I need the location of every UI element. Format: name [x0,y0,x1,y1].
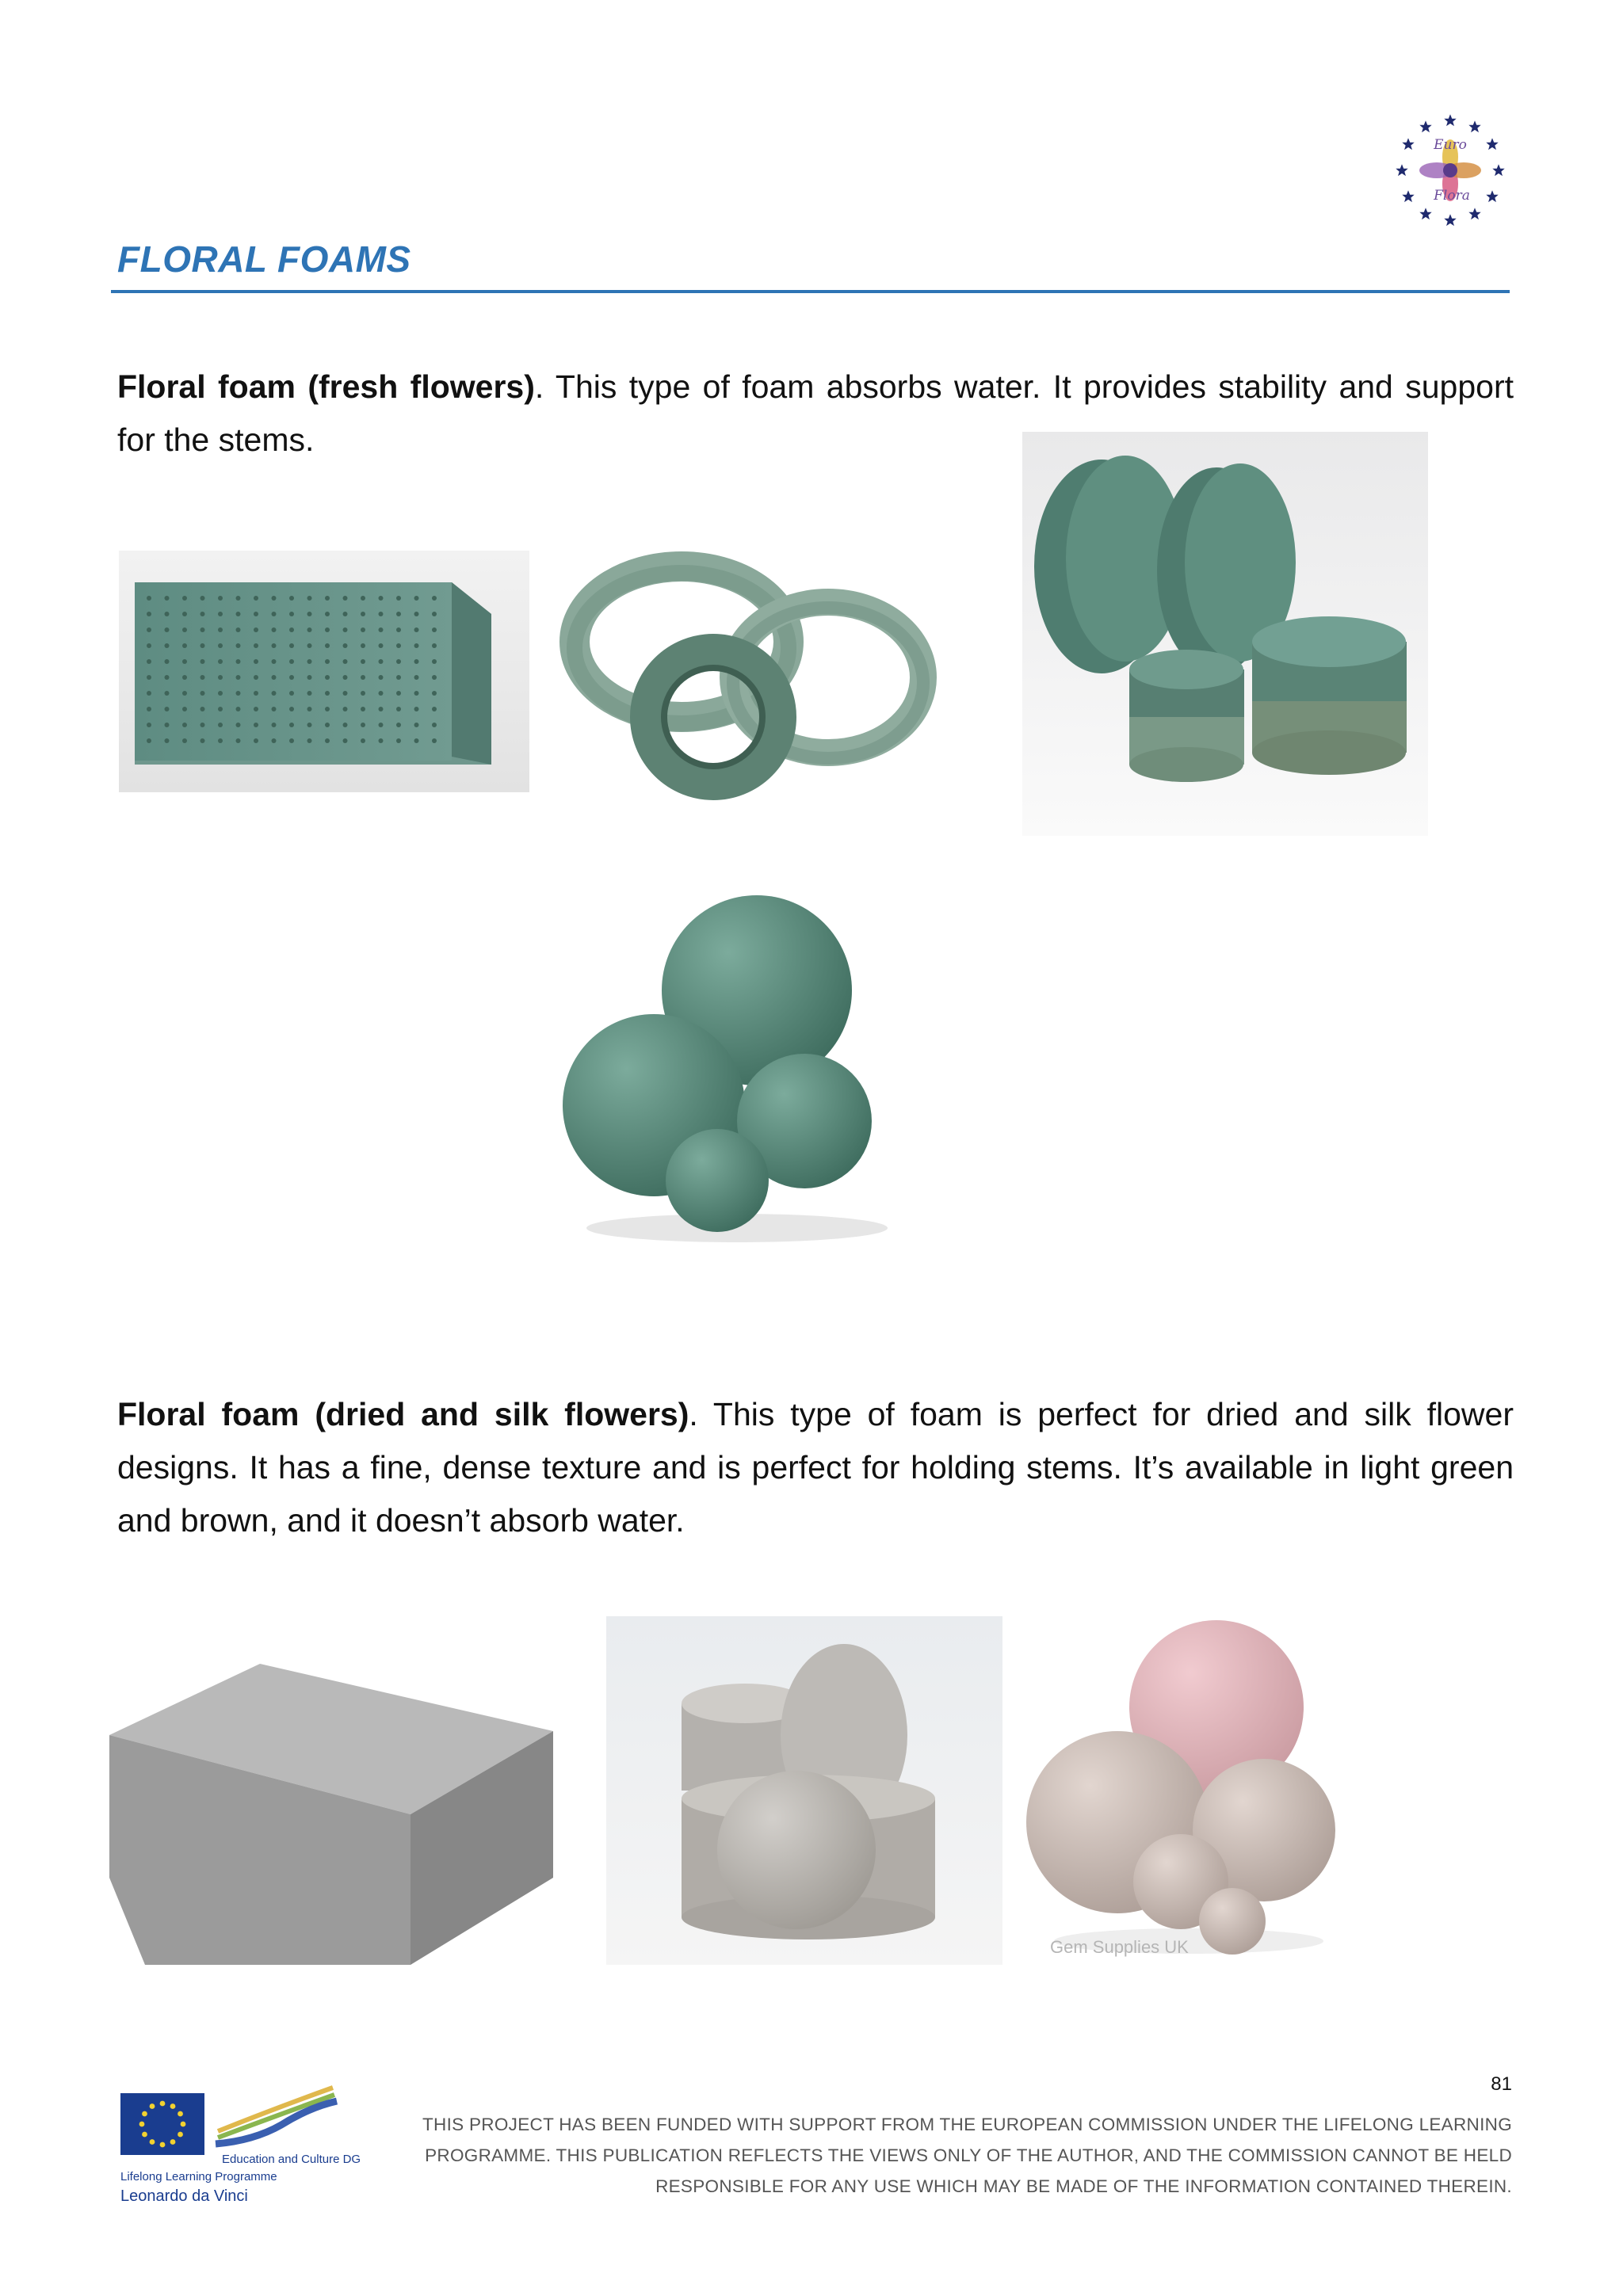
foam-hole [432,707,437,711]
foam-hole [182,691,187,696]
foam-hole [289,691,294,696]
eu-star [160,2101,166,2107]
green-foam-spheres-photo [555,879,911,1252]
dried-foam-term: Floral foam (dried and silk flowers) [117,1396,689,1432]
page-number: 81 [1491,2073,1512,2095]
foam-hole [325,707,330,711]
foam-hole [165,723,170,727]
foam-hole [343,738,348,743]
foam-hole [272,627,277,632]
foam-hole [307,675,312,680]
foam-hole [414,627,419,632]
foam-hole [289,627,294,632]
foam-hole [307,738,312,743]
foam-hole [432,643,437,648]
eu-star [150,2103,155,2109]
foam-hole [325,659,330,664]
foam-hole [379,691,384,696]
foam-hole [307,627,312,632]
foam-hole [182,612,187,616]
foam-hole [396,675,401,680]
foam-hole [414,675,419,680]
page-title: FLORAL FOAMS [117,238,411,280]
foam-hole [325,691,330,696]
foam-hole [289,612,294,616]
foam-hole [379,659,384,664]
foam-hole [343,643,348,648]
foam-hole [200,612,205,616]
foam-hole [182,723,187,727]
foam-hole [325,675,330,680]
foam-hole [289,675,294,680]
eu-star [142,2132,147,2138]
foam-hole [289,659,294,664]
foam-hole [236,612,241,616]
logo-text-bottom: Flora [1434,188,1470,204]
foam-hole [182,627,187,632]
foam-hole [272,738,277,743]
foam-hole [200,675,205,680]
foam-hole [307,659,312,664]
foam-hole [343,723,348,727]
foam-hole [396,691,401,696]
foam-hole [254,675,258,680]
foam-hole [218,627,223,632]
foam-hole [361,643,365,648]
foam-hole [289,596,294,601]
foam-hole [396,738,401,743]
foam-hole [254,643,258,648]
foam-hole [200,707,205,711]
foam-hole [289,643,294,648]
foam-hole [200,627,205,632]
foam-hole [165,691,170,696]
foam-hole [165,659,170,664]
foam-hole [289,738,294,743]
foam-hole [218,659,223,664]
foam-hole [361,659,365,664]
eu-star [178,2111,183,2117]
grey-foam-brick-photo [109,1648,553,1965]
eu-star [181,2122,186,2127]
foam-hole [396,596,401,601]
foam-hole [379,596,384,601]
eu-star [178,2132,183,2138]
foam-hole [325,723,330,727]
foam-hole [307,707,312,711]
foam-hole [182,675,187,680]
foam-hole [343,675,348,680]
foam-hole [432,691,437,696]
eu-star [170,2139,176,2145]
pink-foam-spheres-photo [1022,1616,1355,1965]
foam-hole [254,707,258,711]
foam-hole [254,691,258,696]
foam-hole [254,723,258,727]
foam-hole [165,675,170,680]
foam-hole [325,738,330,743]
fresh-foam-term: Floral foam (fresh flowers) [117,368,535,405]
foam-hole [254,627,258,632]
eu-star [139,2122,145,2127]
foam-hole [254,596,258,601]
foam-hole [200,659,205,664]
foam-hole [200,738,205,743]
green-foam-rings-photo [555,547,967,808]
disclaimer-line: PROGRAMME. THIS PUBLICATION REFLECTS THE VIEWS ONLY OF THE AUTHOR, AND THE COMMISSION CANNOT BE HELD [425,2145,1512,2165]
foam-hole [165,643,170,648]
foam-hole [414,723,419,727]
foam-hole [147,596,151,601]
foam-hole [343,596,348,601]
foam-hole [218,723,223,727]
foam-hole [361,707,365,711]
foam-hole [343,612,348,616]
foam-hole [182,596,187,601]
foam-hole [432,675,437,680]
foam-hole [272,643,277,648]
foam-hole [361,738,365,743]
eu-star [170,2103,176,2109]
foam-hole [379,643,384,648]
foam-hole [414,612,419,616]
foam-hole [396,643,401,648]
foam-hole [165,707,170,711]
foam-hole [289,707,294,711]
foam-hole [379,723,384,727]
funding-disclaimer [307,2109,1512,2202]
foam-hole [182,643,187,648]
foam-hole [218,707,223,711]
foam-hole [254,659,258,664]
green-foam-cylinders-photo [1022,432,1428,836]
foam-hole [307,643,312,648]
foam-hole [307,612,312,616]
foam-hole [147,691,151,696]
foam-hole [147,627,151,632]
foam-hole [343,691,348,696]
foam-hole [379,627,384,632]
programme-name: Leonardo da Vinci [120,2187,248,2205]
eu-star [160,2142,166,2148]
euroflora-logo [1391,111,1510,230]
foam-hole [218,691,223,696]
foam-hole [396,707,401,711]
foam-hole [361,596,365,601]
foam-hole [147,707,151,711]
photo-watermark: Gem Supplies UK [1050,1937,1189,1957]
foam-hole [289,723,294,727]
foam-hole [147,659,151,664]
title-divider [111,290,1510,293]
foam-hole [272,596,277,601]
foam-hole [343,659,348,664]
foam-hole [307,596,312,601]
foam-hole [361,627,365,632]
disclaimer-line: RESPONSIBLE FOR ANY USE WHICH MAY BE MADE OF THE INFORMATION CONTAINED THEREIN. [655,2176,1512,2196]
foam-hole [272,675,277,680]
foam-hole [147,643,151,648]
foam-hole [200,643,205,648]
foam-hole [165,612,170,616]
foam-hole [200,691,205,696]
foam-hole [254,738,258,743]
foam-hole [272,723,277,727]
foam-hole [432,659,437,664]
disclaimer-line: THIS PROJECT HAS BEEN FUNDED WITH SUPPORT FROM THE EUROPEAN COMMISSION UNDER THE LIFELONG LEARNING [422,2115,1512,2134]
green-foam-brick-photo [119,551,529,792]
foam-hole [325,596,330,601]
foam-hole [432,738,437,743]
foam-hole [414,738,419,743]
programme-label: Lifelong Learning Programme [120,2170,277,2183]
foam-hole [182,707,187,711]
foam-hole [200,596,205,601]
foam-hole [396,723,401,727]
foam-hole [236,643,241,648]
foam-hole [218,612,223,616]
foam-hole [236,627,241,632]
foam-hole [414,691,419,696]
foam-hole [325,643,330,648]
foam-hole [432,612,437,616]
foam-hole [236,659,241,664]
foam-hole [343,707,348,711]
foam-hole [325,612,330,616]
foam-hole [147,612,151,616]
grey-foam-cylinders-photo [606,1616,1002,1965]
foam-hole [165,738,170,743]
foam-hole [254,612,258,616]
foam-hole [182,738,187,743]
foam-hole [307,691,312,696]
foam-hole [379,738,384,743]
logo-text-top: Euro [1434,137,1467,153]
foam-hole [272,659,277,664]
foam-hole [182,659,187,664]
foam-hole [361,612,365,616]
foam-hole [307,723,312,727]
foam-hole [147,723,151,727]
foam-hole [432,723,437,727]
foam-hole [396,659,401,664]
foam-hole [432,596,437,601]
foam-hole [396,612,401,616]
eu-star [142,2111,147,2117]
foam-hole [200,723,205,727]
eu-star [150,2139,155,2145]
foam-hole [236,707,241,711]
foam-hole [379,612,384,616]
foam-hole [147,738,151,743]
dried-foam-description: . This type of foam is perfect for dried and silk flower designs. It has a fine, dense texture and is perfect for holding stems. It’s available in light green and brown, and it doesn’t absorb water. [117,1396,1514,1539]
foam-hole [414,659,419,664]
foam-hole [218,675,223,680]
foam-hole [165,627,170,632]
foam-hole [361,723,365,727]
foam-hole [396,627,401,632]
foam-hole [325,627,330,632]
foam-hole [361,675,365,680]
foam-hole [272,691,277,696]
dried-foam-paragraph [117,1388,1514,1547]
foam-hole [218,643,223,648]
foam-hole [165,596,170,601]
foam-hole [414,707,419,711]
foam-hole [432,627,437,632]
foam-hole [379,707,384,711]
foam-hole [236,738,241,743]
foam-hole [147,675,151,680]
foam-hole [379,675,384,680]
foam-hole [236,596,241,601]
foam-hole [236,723,241,727]
foam-hole [414,596,419,601]
foam-hole [236,691,241,696]
fresh-foam-description: . This type of foam absorbs water. It provides stability and support for the stems. [117,368,1514,458]
eu-label: Education and Culture DG [222,2153,361,2166]
foam-hole [272,707,277,711]
foam-hole [236,675,241,680]
foam-hole [272,612,277,616]
foam-hole [414,643,419,648]
foam-hole [218,596,223,601]
foam-hole [343,627,348,632]
foam-hole [218,738,223,743]
foam-hole [361,691,365,696]
